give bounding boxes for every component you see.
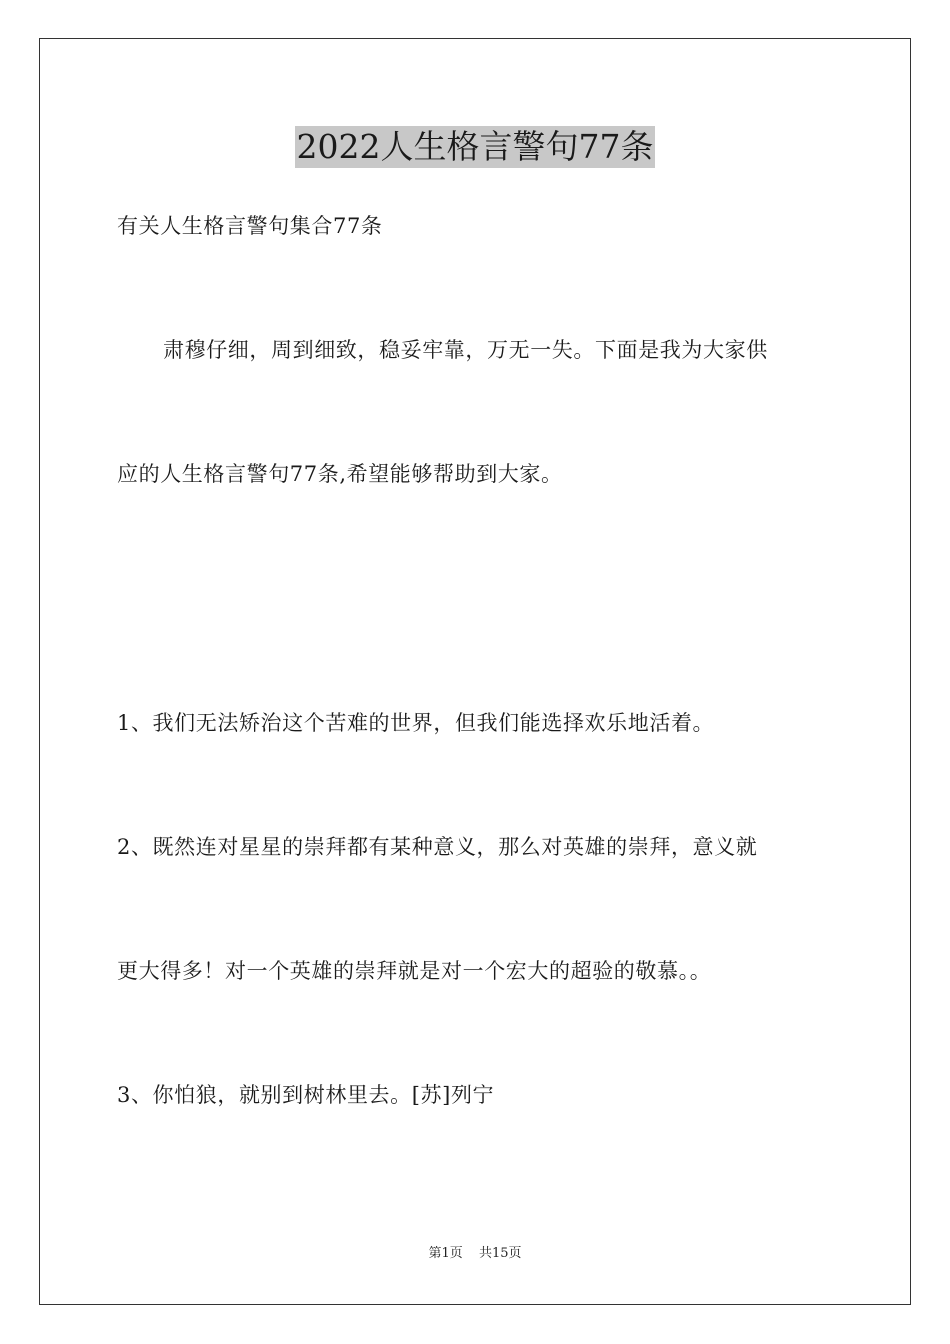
document-title: 2022人生格言警句77条 (296, 127, 654, 166)
document-subtitle: 有关人生格言警句集合77条 (117, 214, 383, 238)
intro-paragraph-line-2: 应的人生格言警句77条,希望能够帮助到大家。 (117, 462, 563, 486)
quote-item-1: 1、我们无法矫治这个苦难的世界，但我们能选择欢乐地活着。 (117, 711, 715, 735)
page-footer (0, 1245, 950, 1263)
page-number-current: 第1页 (428, 1246, 463, 1261)
intro-paragraph-line-1: 肃穆仔细，周到细致，稳妥牢靠，万无一失。下面是我为大家供 (163, 338, 768, 362)
quote-item-3: 3、你怕狼，就别到树林里去。[苏]列宁 (117, 1083, 495, 1107)
title-container (0, 126, 950, 168)
quote-item-2-line-1: 2、既然连对星星的崇拜都有某种意义，那么对英雄的崇拜，意义就 (117, 835, 758, 859)
page-number-total: 共15页 (478, 1246, 522, 1261)
quote-item-2-line-2: 更大得多！对一个英雄的崇拜就是对一个宏大的超验的敬慕。。 (117, 959, 712, 983)
